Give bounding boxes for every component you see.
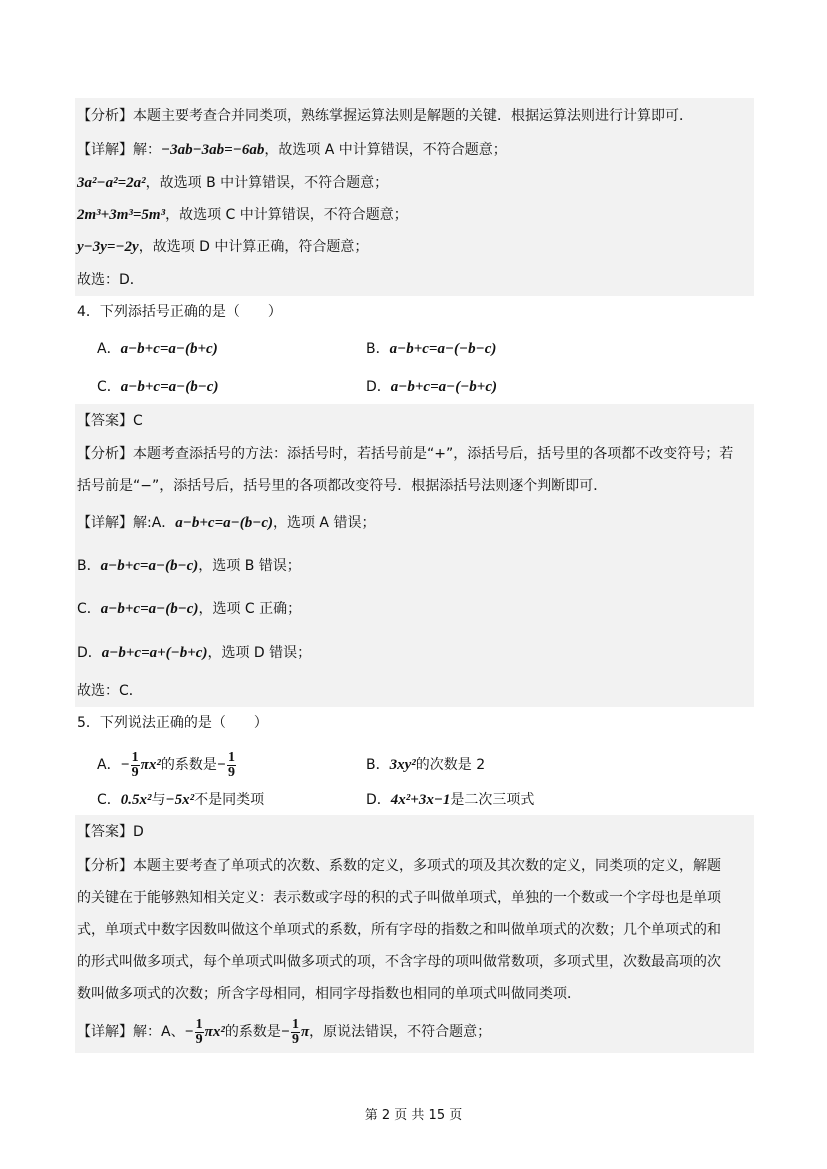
math-expr: a−b+c=a−(−b+c): [390, 379, 497, 395]
detail-line-b: [77, 173, 388, 193]
math-expr: π: [300, 1024, 310, 1040]
math-expr: a−b+c=a−(b−c): [100, 601, 199, 617]
q5-analysis-5: 数叫做多项式的次数；所含字母相同，相同字母指数也相同的单项式叫做同类项．: [77, 986, 581, 1002]
option-letter: A．: [97, 341, 121, 357]
detail-text: ，故选项 B 中计算错误，不符合题意；: [145, 175, 389, 191]
math-expr: a−b+c=a−(b+c): [120, 341, 218, 357]
math-expr: 0.5x²: [120, 792, 152, 808]
q4-analysis-1: 【分析】本题考查添括号的方法：添括号时，若括号前是“+”，添括号后，括号里的各项都不改变符号；若: [77, 446, 734, 462]
option-text: 是二次三项式: [450, 792, 535, 808]
q5-analysis-2: 的关键在于能够熟知相关定义：表示数或字母的积的式子叫做单项式，单独的一个数或一个字母也是单项: [77, 890, 721, 906]
detail-prefix: 【详解】解:A．: [77, 515, 176, 531]
math-expr: y−3y=−2y: [77, 239, 139, 255]
option-text: 与: [151, 792, 166, 808]
math-minus: −: [280, 1024, 290, 1040]
q4-detail-a: [77, 513, 375, 533]
detail-prefix: B．: [77, 558, 101, 574]
q5-option-a: [97, 749, 237, 781]
detail-prefix: C．: [77, 601, 101, 617]
math-expr: 3xy²: [389, 757, 416, 773]
math-expr: 4x²+3x−1: [390, 792, 451, 808]
fraction: $\frac{1}{9}$: [195, 1016, 203, 1047]
detail-text: ，原说法错误，不符合题意；: [309, 1024, 492, 1040]
option-text: 的系数是: [160, 757, 217, 773]
q5-analysis-1: 【分析】本题主要考查了单项式的次数、系数的定义，多项式的项及其次数的定义，同类项的定义，解题: [77, 858, 721, 874]
option-letter: D．: [366, 379, 391, 395]
answer-line: 故选：D．: [77, 272, 144, 288]
detail-prefix: 【详解】解：: [77, 142, 161, 158]
q4-detail-b: [77, 556, 301, 576]
q5-answer: 【答案】D: [77, 824, 144, 840]
q4-option-c: [97, 377, 218, 397]
detail-text: 的系数是: [224, 1024, 281, 1040]
q4-option-d: [366, 377, 497, 397]
math-minus: −: [184, 1024, 194, 1040]
math-minus: −: [216, 757, 226, 773]
detail-text: ，故选项 D 中计算正确，符合题意；: [138, 239, 369, 255]
fraction: $\frac{1}{9}$: [131, 749, 139, 780]
q4-option-b: [366, 339, 496, 359]
math-expr: −3ab−3ab=−6ab: [161, 142, 265, 158]
q5-option-c: [97, 790, 264, 810]
q5-analysis-3: 式，单项式中数字因数叫做这个单项式的系数，所有字母的指数之和叫做单项式的次数；几个单项式的和: [77, 922, 721, 938]
math-expr: a−b+c=a−(b−c): [175, 515, 273, 531]
analysis-text: 【分析】本题主要考查合并同类项，熟练掌握运算法则是解题的关键．根据运算法则进行计算即可．: [77, 108, 693, 124]
detail-line-c: [77, 205, 408, 225]
detail-line-a: [77, 140, 507, 160]
option-letter: C．: [97, 379, 121, 395]
option-letter: B．: [366, 757, 390, 773]
detail-line-d: [77, 237, 368, 257]
q4-option-a: [97, 339, 218, 359]
q5-option-d: [366, 790, 534, 810]
detail-text: ，故选项 A 中计算错误，不符合题意；: [264, 142, 507, 158]
question-4-stem: 4．下列添括号正确的是（ ）: [77, 304, 282, 320]
option-text: 不是同类项: [194, 792, 265, 808]
detail-prefix: D．: [77, 645, 102, 661]
math-expr: a−b+c=a−(b−c): [120, 379, 219, 395]
q4-detail-d: [77, 643, 311, 663]
option-letter: C．: [97, 792, 121, 808]
fraction: $\frac{1}{9}$: [291, 1016, 299, 1047]
detail-text: ，选项 B 错误；: [198, 558, 301, 574]
page-footer: 第 2 页 共 15 页: [364, 1108, 463, 1123]
option-letter: A．: [97, 757, 121, 773]
q4-detail-c: [77, 599, 301, 619]
detail-text: ，选项 C 正确；: [198, 601, 302, 617]
math-expr: 2m³+3m³=5m³: [77, 207, 166, 223]
detail-text: ，选项 D 错误；: [207, 645, 312, 661]
option-text: 的次数是 2: [415, 757, 486, 773]
solution-block-1: [75, 98, 754, 296]
q4-answer: 【答案】C: [77, 413, 143, 429]
detail-text: ，选项 A 错误；: [272, 515, 376, 531]
q5-detail-a: [77, 1016, 491, 1048]
detail-text: ，故选项 C 中计算错误，不符合题意；: [165, 207, 408, 223]
math-expr: −5x²: [165, 792, 195, 808]
question-5-stem: 5．下列说法正确的是（ ）: [77, 715, 268, 731]
q5-analysis-4: 的形式叫做多项式，每个单项式叫做多项式的项，不含字母的项叫做常数项，多项式里，次数最高项的次: [77, 954, 721, 970]
fraction: $\frac{1}{9}$: [227, 749, 235, 780]
math-minus: −: [120, 757, 130, 773]
math-expr: πx²: [204, 1024, 225, 1040]
detail-prefix: 【详解】解：A、: [77, 1024, 185, 1040]
q4-final: 故选：C．: [77, 683, 143, 699]
option-letter: D．: [366, 792, 391, 808]
math-expr: a−b+c=a−(−b−c): [389, 341, 497, 357]
math-expr: πx²: [140, 757, 161, 773]
option-letter: B．: [366, 341, 390, 357]
q4-analysis-2: 括号前是“−”，添括号后，括号里的各项都改变符号．根据添括号法则逐个判断即可．: [77, 478, 608, 494]
math-expr: a−b+c=a+(−b+c): [101, 645, 208, 661]
math-expr: 3a²−a²=2a²: [77, 175, 146, 191]
q5-option-b: [366, 755, 485, 775]
math-expr: a−b+c=a−(b−c): [100, 558, 199, 574]
